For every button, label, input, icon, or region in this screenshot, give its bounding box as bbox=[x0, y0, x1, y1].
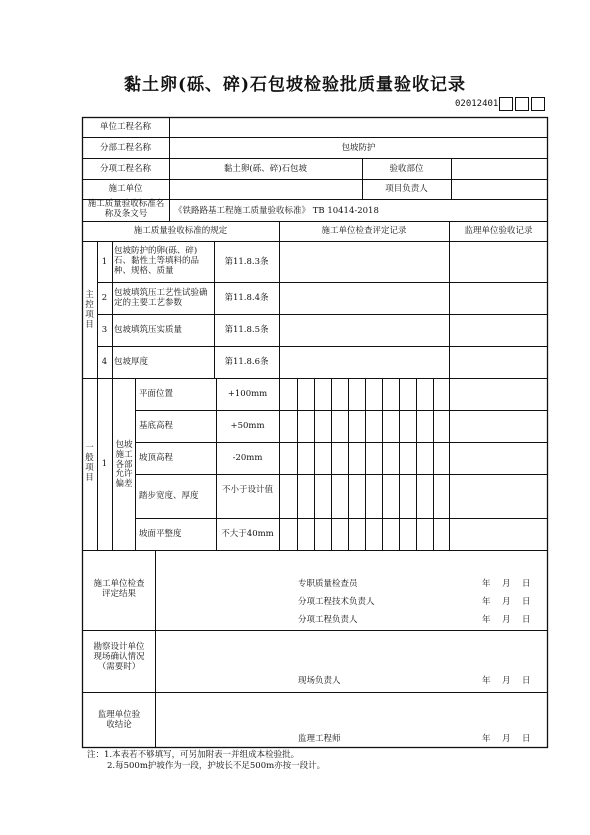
item-project-value: 黏土卵(砾、碎)石包坡 bbox=[223, 164, 308, 174]
site-lead-label: 现场负责人 bbox=[298, 676, 341, 686]
contractor-result-label: 施工单位检查评定结果 bbox=[93, 579, 145, 599]
main-item-no: 1 bbox=[101, 257, 108, 267]
supervision-result-label: 监理单位验收结论 bbox=[97, 710, 141, 730]
general-item-text: 坡顶高程 bbox=[139, 453, 174, 463]
date-year: 年 bbox=[482, 676, 491, 686]
general-item-text: 踏步宽度、厚度 bbox=[139, 491, 199, 501]
main-group-label: 主控项目 bbox=[85, 290, 94, 330]
supervision-column-header: 监理单位验收记录 bbox=[464, 226, 533, 236]
item-lead-label: 分项工程负责人 bbox=[298, 615, 358, 625]
item-project-label: 分项工程名称 bbox=[99, 164, 151, 174]
form-code: 02012401 bbox=[455, 99, 499, 109]
general-item-value: 不大于40mm bbox=[221, 529, 274, 539]
general-item-value: -20mm bbox=[232, 453, 263, 463]
contractor-label: 施工单位 bbox=[108, 184, 143, 194]
main-item-no: 2 bbox=[101, 293, 108, 303]
check-column-header: 施工单位检查评定记录 bbox=[321, 226, 407, 236]
date-day: 日 bbox=[522, 734, 531, 744]
standard-label: 施工质量验收标准名称及条文号 bbox=[87, 199, 165, 219]
general-group-label: 一般项目 bbox=[85, 443, 94, 483]
project-manager-label: 项目负责人 bbox=[385, 184, 428, 194]
page-title: 黏土卵(砾、碎)石包坡检验批质量验收记录 bbox=[123, 75, 467, 95]
date-day: 日 bbox=[522, 676, 531, 686]
date-month: 月 bbox=[502, 579, 511, 589]
sub-project-label: 分部工程名称 bbox=[99, 143, 151, 153]
standard-value: 《铁路路基工程施工质量验收标准》 TB 10414-2018 bbox=[174, 206, 379, 216]
main-item-no: 4 bbox=[101, 357, 108, 367]
main-item-text: 包坡填筑压实质量 bbox=[114, 325, 183, 335]
date-month: 月 bbox=[502, 597, 511, 607]
footnotes bbox=[87, 750, 325, 772]
date-month: 月 bbox=[502, 615, 511, 625]
main-item-clause: 第11.8.3条 bbox=[224, 257, 269, 267]
date-day: 日 bbox=[522, 597, 531, 607]
main-item-clause: 第11.8.5条 bbox=[224, 325, 269, 335]
general-item-text: 基底高程 bbox=[139, 421, 174, 431]
main-item-text: 包坡防护的卵(砾、碎)石、黏性土等填料的品种、规格、质量 bbox=[114, 246, 200, 276]
main-item-clause: 第11.8.6条 bbox=[224, 357, 269, 367]
unit-project-label: 单位工程名称 bbox=[99, 122, 151, 132]
tech-lead-label: 分项工程技术负责人 bbox=[298, 597, 375, 607]
note-line: 2.每500m护坡作为一段，护坡长不足500m亦按一段计。 bbox=[107, 761, 326, 771]
main-item-text: 包坡厚度 bbox=[114, 357, 149, 367]
date-year: 年 bbox=[482, 615, 491, 625]
general-item-text: 坡面平整度 bbox=[139, 529, 182, 539]
general-sub-label: 包坡施工各部允许偏差 bbox=[115, 440, 133, 490]
note-line: 注：1.本表若不够填写，可另加附表一并组成本检验批。 bbox=[87, 750, 300, 760]
date-month: 月 bbox=[502, 734, 511, 744]
date-year: 年 bbox=[482, 734, 491, 744]
main-item-clause: 第11.8.4条 bbox=[224, 293, 269, 303]
general-item-text: 平面位置 bbox=[139, 389, 174, 399]
main-item-text: 包坡填筑压工艺性试验确定的主要工艺参数 bbox=[114, 288, 208, 308]
supervisor-label: 监理工程师 bbox=[298, 734, 341, 744]
date-month: 月 bbox=[502, 676, 511, 686]
inspector-label: 专职质量检查员 bbox=[298, 579, 358, 589]
general-item-no: 1 bbox=[101, 459, 108, 469]
general-item-value: +100mm bbox=[227, 389, 268, 399]
acceptance-part-label: 验收部位 bbox=[389, 164, 424, 174]
general-item-value: 不小于设计值 bbox=[221, 485, 273, 495]
main-item-no: 3 bbox=[101, 325, 108, 335]
design-confirm-label: 勘察设计单位现场确认情况（需要时） bbox=[93, 642, 145, 672]
sub-project-value: 包坡防护 bbox=[341, 143, 376, 153]
date-day: 日 bbox=[522, 579, 531, 589]
date-day: 日 bbox=[522, 615, 531, 625]
date-year: 年 bbox=[482, 579, 491, 589]
general-item-value: +50mm bbox=[230, 421, 265, 431]
spec-column-header: 施工质量验收标准的规定 bbox=[133, 226, 228, 236]
date-year: 年 bbox=[482, 597, 491, 607]
